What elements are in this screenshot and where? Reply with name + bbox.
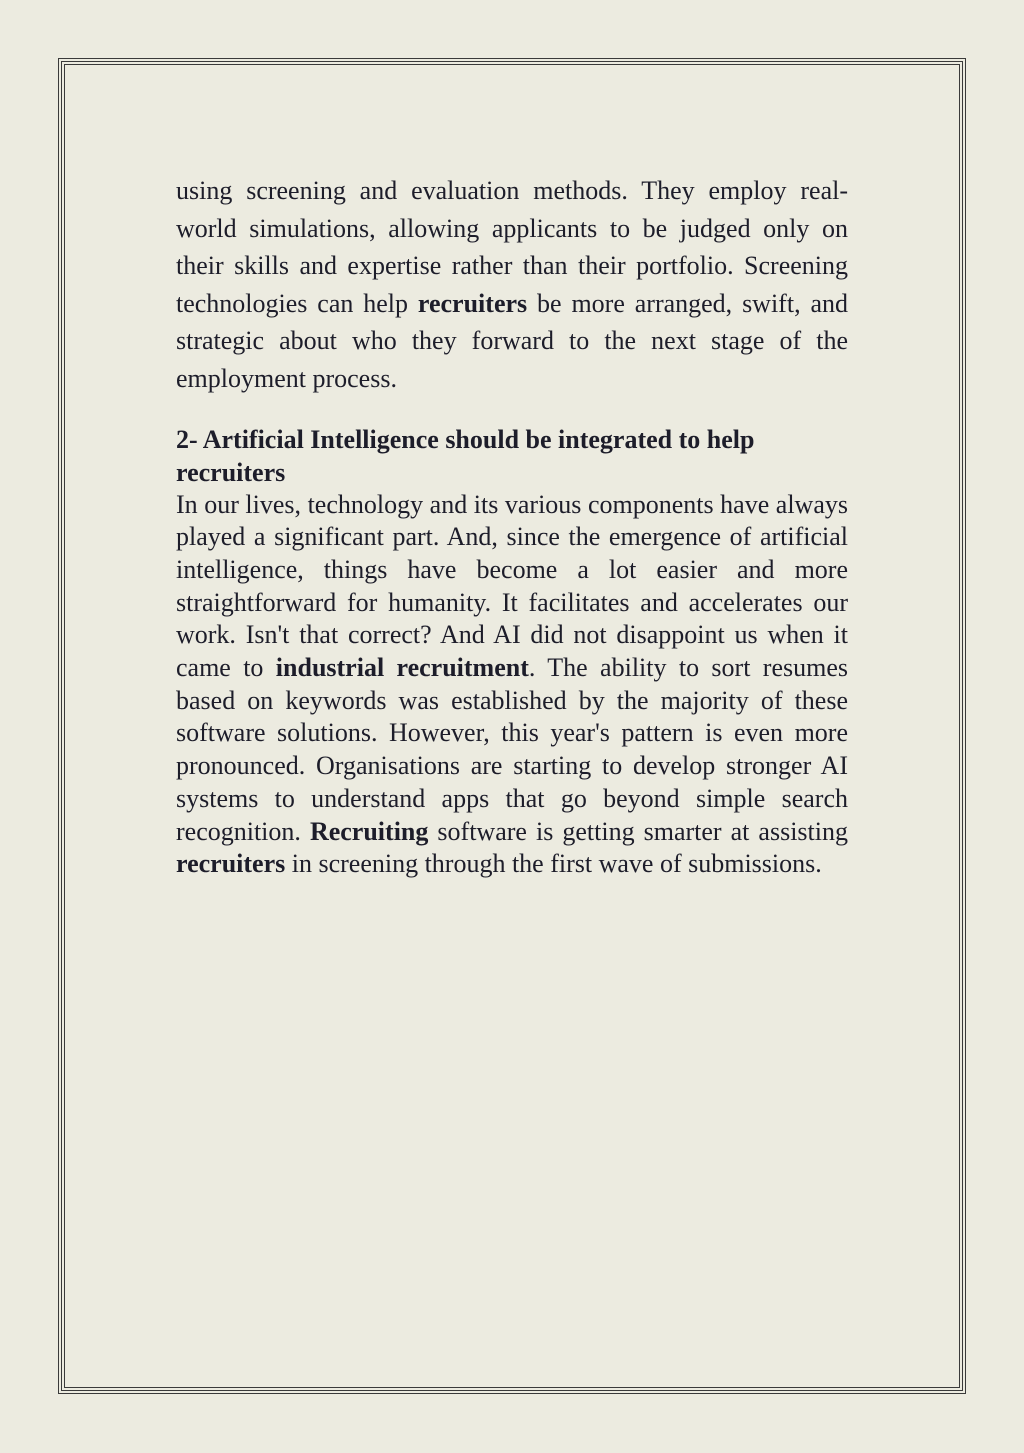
paragraph-ai-text-2: . The ability to sort resumes based on keywords was established by the majority of these software solutions. However, this year's pattern is even more pronounced. Organisations are starting to develop stronger AI systems to understand apps that go beyond simple search recognition. bbox=[176, 653, 848, 846]
paragraph-screening-text-2: be more arranged, swift, and strategic about who they forward to the next stage of the employment process. bbox=[176, 288, 848, 393]
keyword-recruiters: recruiters bbox=[417, 288, 528, 318]
page-content bbox=[176, 172, 848, 881]
paragraph-ai-text-1: In our lives, technology and its various components have always played a significant part. And, since the emergence of artificial intelligence, things have become a lot easier and more straightforward for humanity. It facilitates and accelerates our work. Isn't that correct? And AI did not disappoint us when it came to bbox=[176, 489, 848, 683]
keyword-industrial-recruitment: industrial recruitment bbox=[275, 653, 529, 683]
paragraph-screening-text-1: using screening and evaluation methods. They employ real-world simulations, allowing applicants to be judged only on their skills and expertise rather than their portfolio. Screening technologies can help bbox=[176, 176, 848, 318]
paragraph-screening bbox=[176, 172, 848, 398]
keyword-recruiters-2: recruiters bbox=[176, 849, 286, 879]
keyword-recruiting: Recruiting bbox=[309, 816, 429, 846]
paragraph-ai-text-4: in screening through the first wave of submissions. bbox=[285, 849, 822, 879]
paragraph-ai-text-3: software is getting smarter at assisting bbox=[428, 816, 848, 846]
paragraph-ai bbox=[176, 489, 848, 881]
section-heading: 2- Artificial Intelligence should be integrated to help recruiters bbox=[176, 424, 755, 487]
